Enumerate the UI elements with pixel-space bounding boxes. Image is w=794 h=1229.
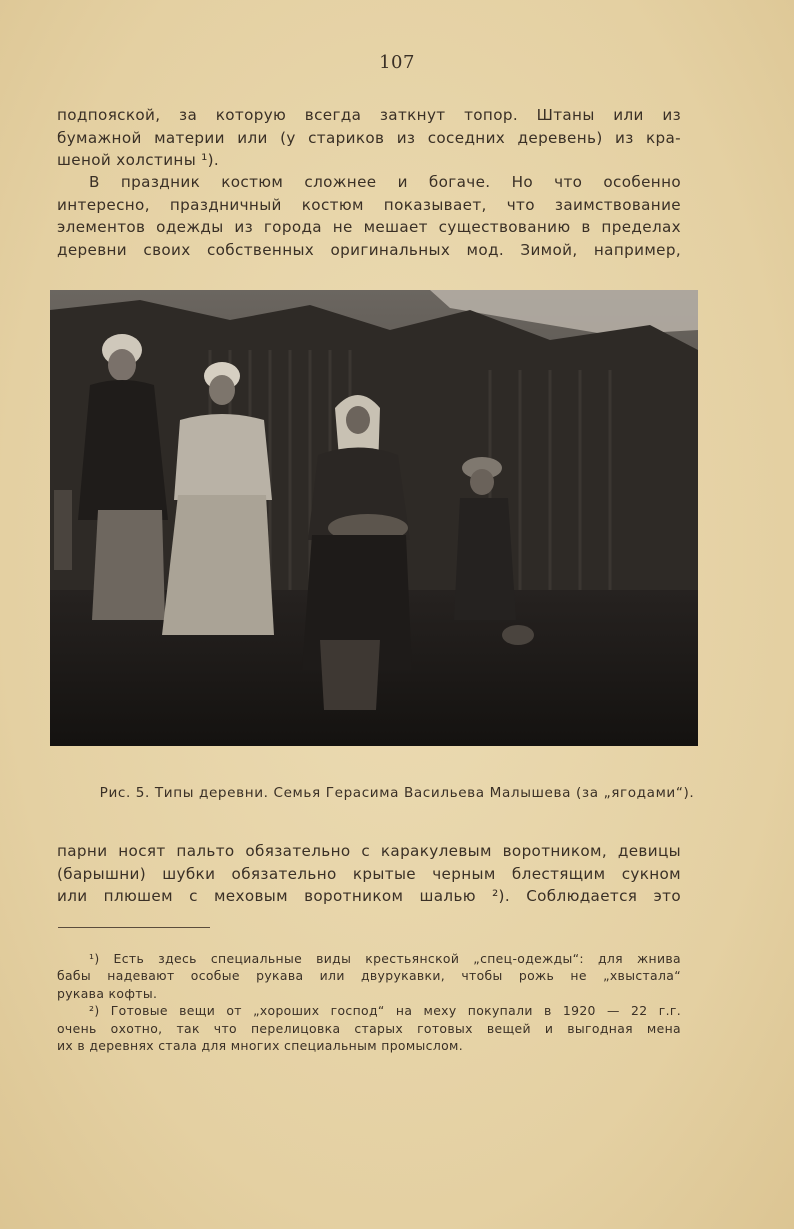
paragraph-3 [57, 840, 681, 908]
footnote-line: их в деревнях стала для многих специальным промыслом. [57, 1038, 464, 1054]
footnotes [57, 950, 681, 1054]
text-line: интересно, праздничный костюм показывает, что заимствование [57, 195, 681, 214]
page-number: 107 [379, 52, 415, 73]
footnote-divider [58, 927, 210, 928]
text-line: шеной холстины ¹). [57, 151, 220, 169]
text-line: парни носят пальто обязательно с каракулевым воротником, девицы [57, 842, 681, 860]
footnote-line: бабы надевают особые рукава или двурукавки, чтобы рожь не „хвыстала“ [57, 968, 681, 984]
footnote-line: рукава кофты. [57, 985, 158, 1001]
paragraph-2 [57, 171, 681, 261]
text-line: деревни своих собственных оригинальных мод. Зимой, например, [57, 240, 681, 259]
text-line: подпояской, за которую всегда заткнут топор. Штаны или из [57, 106, 681, 124]
footnote-line: ¹) Есть здесь специальные виды крестьянской „спец-одежды“: для жнива [89, 951, 681, 966]
figure-photo [50, 290, 698, 746]
text-line: бумажной материи или (у стариков из соседних деревень) из кра- [57, 128, 681, 147]
photo-illustration [50, 290, 698, 746]
footnote-line: очень охотно, так что перелицовка старых готовых вещей и выгодная мена [57, 1020, 681, 1036]
text-line: (барышни) шубки обязательно крытые черным блестящим сукном [57, 864, 681, 883]
text-line: В праздник костюм сложнее и богаче. Но что особенно [89, 173, 681, 191]
footnote-line: ²) Готовые вещи от „хороших господ“ на меху покупали в 1920 — 22 г.г. [89, 1003, 681, 1019]
figure-caption: Рис. 5. Типы деревни. Семья Герасима Васильева Малышева (за „ягодами“). [99, 785, 695, 801]
text-line: или плюшем с меховым воротником шалью ²). Соблюдается это [57, 887, 681, 905]
paragraph-1 [57, 104, 681, 172]
text-line: элементов одежды из города не мешает существованию в пределах [57, 218, 681, 236]
